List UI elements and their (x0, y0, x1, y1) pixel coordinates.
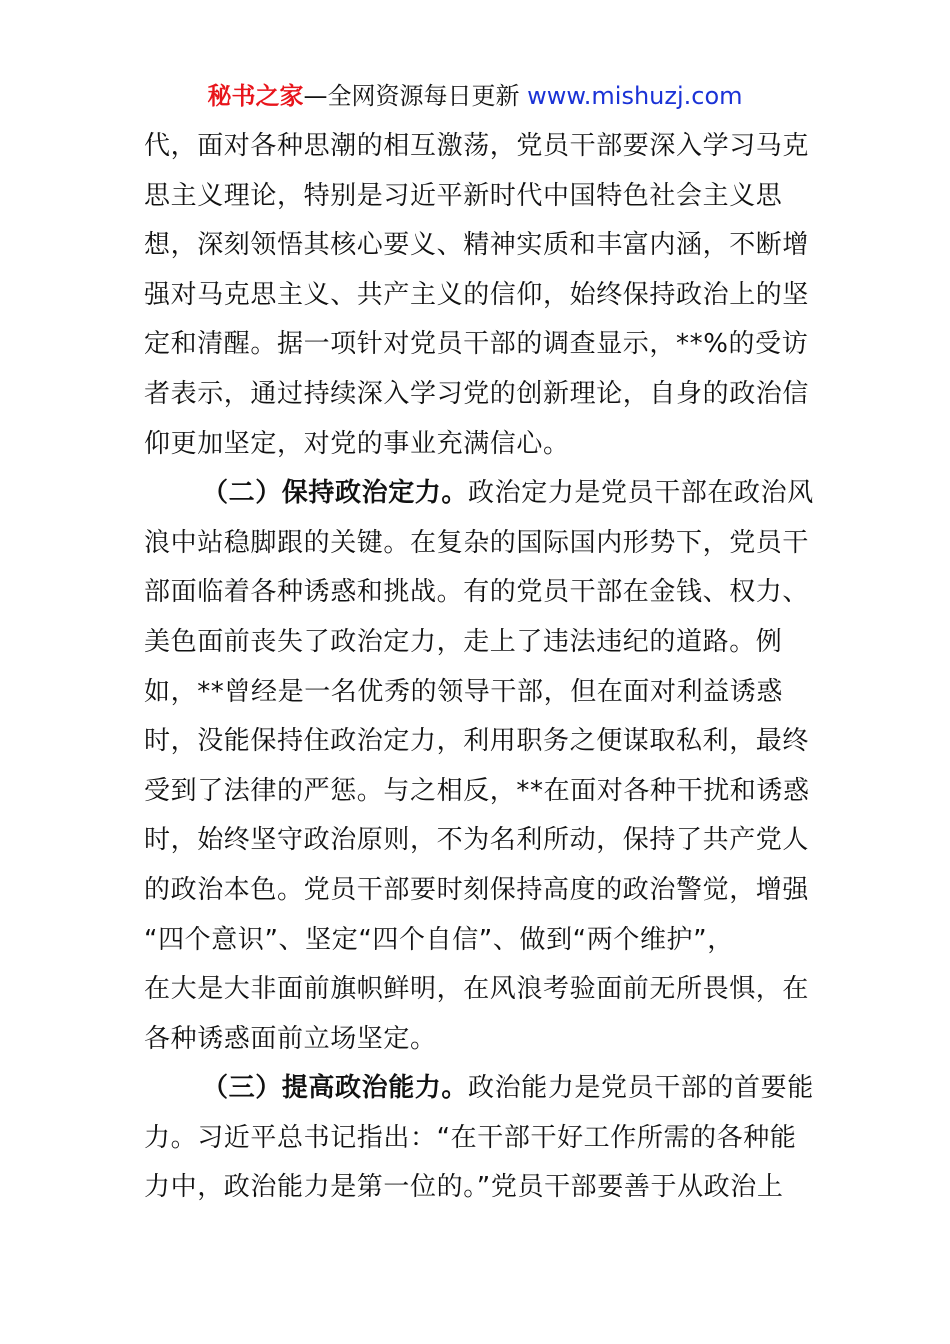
document-body (144, 122, 816, 1213)
text-line: 思主义理论，特别是习近平新时代中国特色社会主义思 (144, 180, 783, 211)
text-line: 如，**曾经是一名优秀的领导干部，但在面对利益诱惑 (144, 676, 784, 707)
text-line: 力。习近平总书记指出：“在干部干好工作所需的各种能 (144, 1122, 797, 1153)
text-line: 者表示，通过持续深入学习党的创新理论，自身的政治信 (144, 378, 810, 409)
text-line: 代，面对各种思潮的相互激荡，党员干部要深入学习马克 (144, 131, 810, 161)
text-line: 的政治本色。党员干部要时刻保持高度的政治警觉，增强 (144, 874, 810, 905)
site-header (0, 80, 950, 112)
text-line: 时，始终坚守政治原则，不为名利所动，保持了共产党人 (144, 825, 810, 856)
section-lead-text: 政治能力是党员干部的首要能 (468, 1073, 814, 1104)
text-line: 在大是大非面前旗帜鲜明，在风浪考验面前无所畏惧，在 (144, 974, 810, 1005)
text-line: 强对马克思主义、共产主义的信仰，始终保持政治上的坚 (144, 279, 810, 310)
section-first-line (144, 469, 816, 519)
text-line: 部面临着各种诱惑和挑战。有的党员干部在金钱、权力、 (144, 577, 810, 608)
text-line: 受到了法律的严惩。与之相反，**在面对各种干扰和诱惑 (144, 775, 810, 806)
section-first-line (144, 1064, 816, 1114)
section-lead-text: 政治定力是党员干部在政治风 (468, 478, 814, 509)
site-brand: 秘书之家 (207, 82, 304, 110)
site-url-link[interactable]: www.mishuzj.com (527, 82, 743, 110)
text-line: 定和清醒。据一项针对党员干部的调查显示，**%的受访 (144, 329, 809, 360)
text-line: 美色面前丧失了政治定力，走上了违法违纪的道路。例 (144, 626, 783, 657)
text-line: 时，没能保持住政治定力，利用职务之便谋取私利，最终 (144, 726, 810, 757)
text-line: “四个意识”、坚定“四个自信”、做到“两个维护”， (144, 924, 734, 955)
site-tagline: —全网资源每日更新 (303, 82, 520, 110)
text-line: 仰更加坚定，对党的事业充满信心。 (144, 428, 570, 459)
text-line: 各种诱惑面前立场坚定。 (144, 1023, 437, 1054)
text-line: 浪中站稳脚跟的关键。在复杂的国际国内形势下，党员干 (144, 527, 810, 558)
text-line: 想，深刻领悟其核心要义、精神实质和丰富内涵，不断增 (144, 230, 810, 261)
text-line: 力中，政治能力是第一位的。”党员干部要善于从政治上 (144, 1172, 784, 1203)
section-heading: （二）保持政治定力。 (202, 478, 469, 509)
section-heading: （三）提高政治能力。 (202, 1073, 469, 1104)
